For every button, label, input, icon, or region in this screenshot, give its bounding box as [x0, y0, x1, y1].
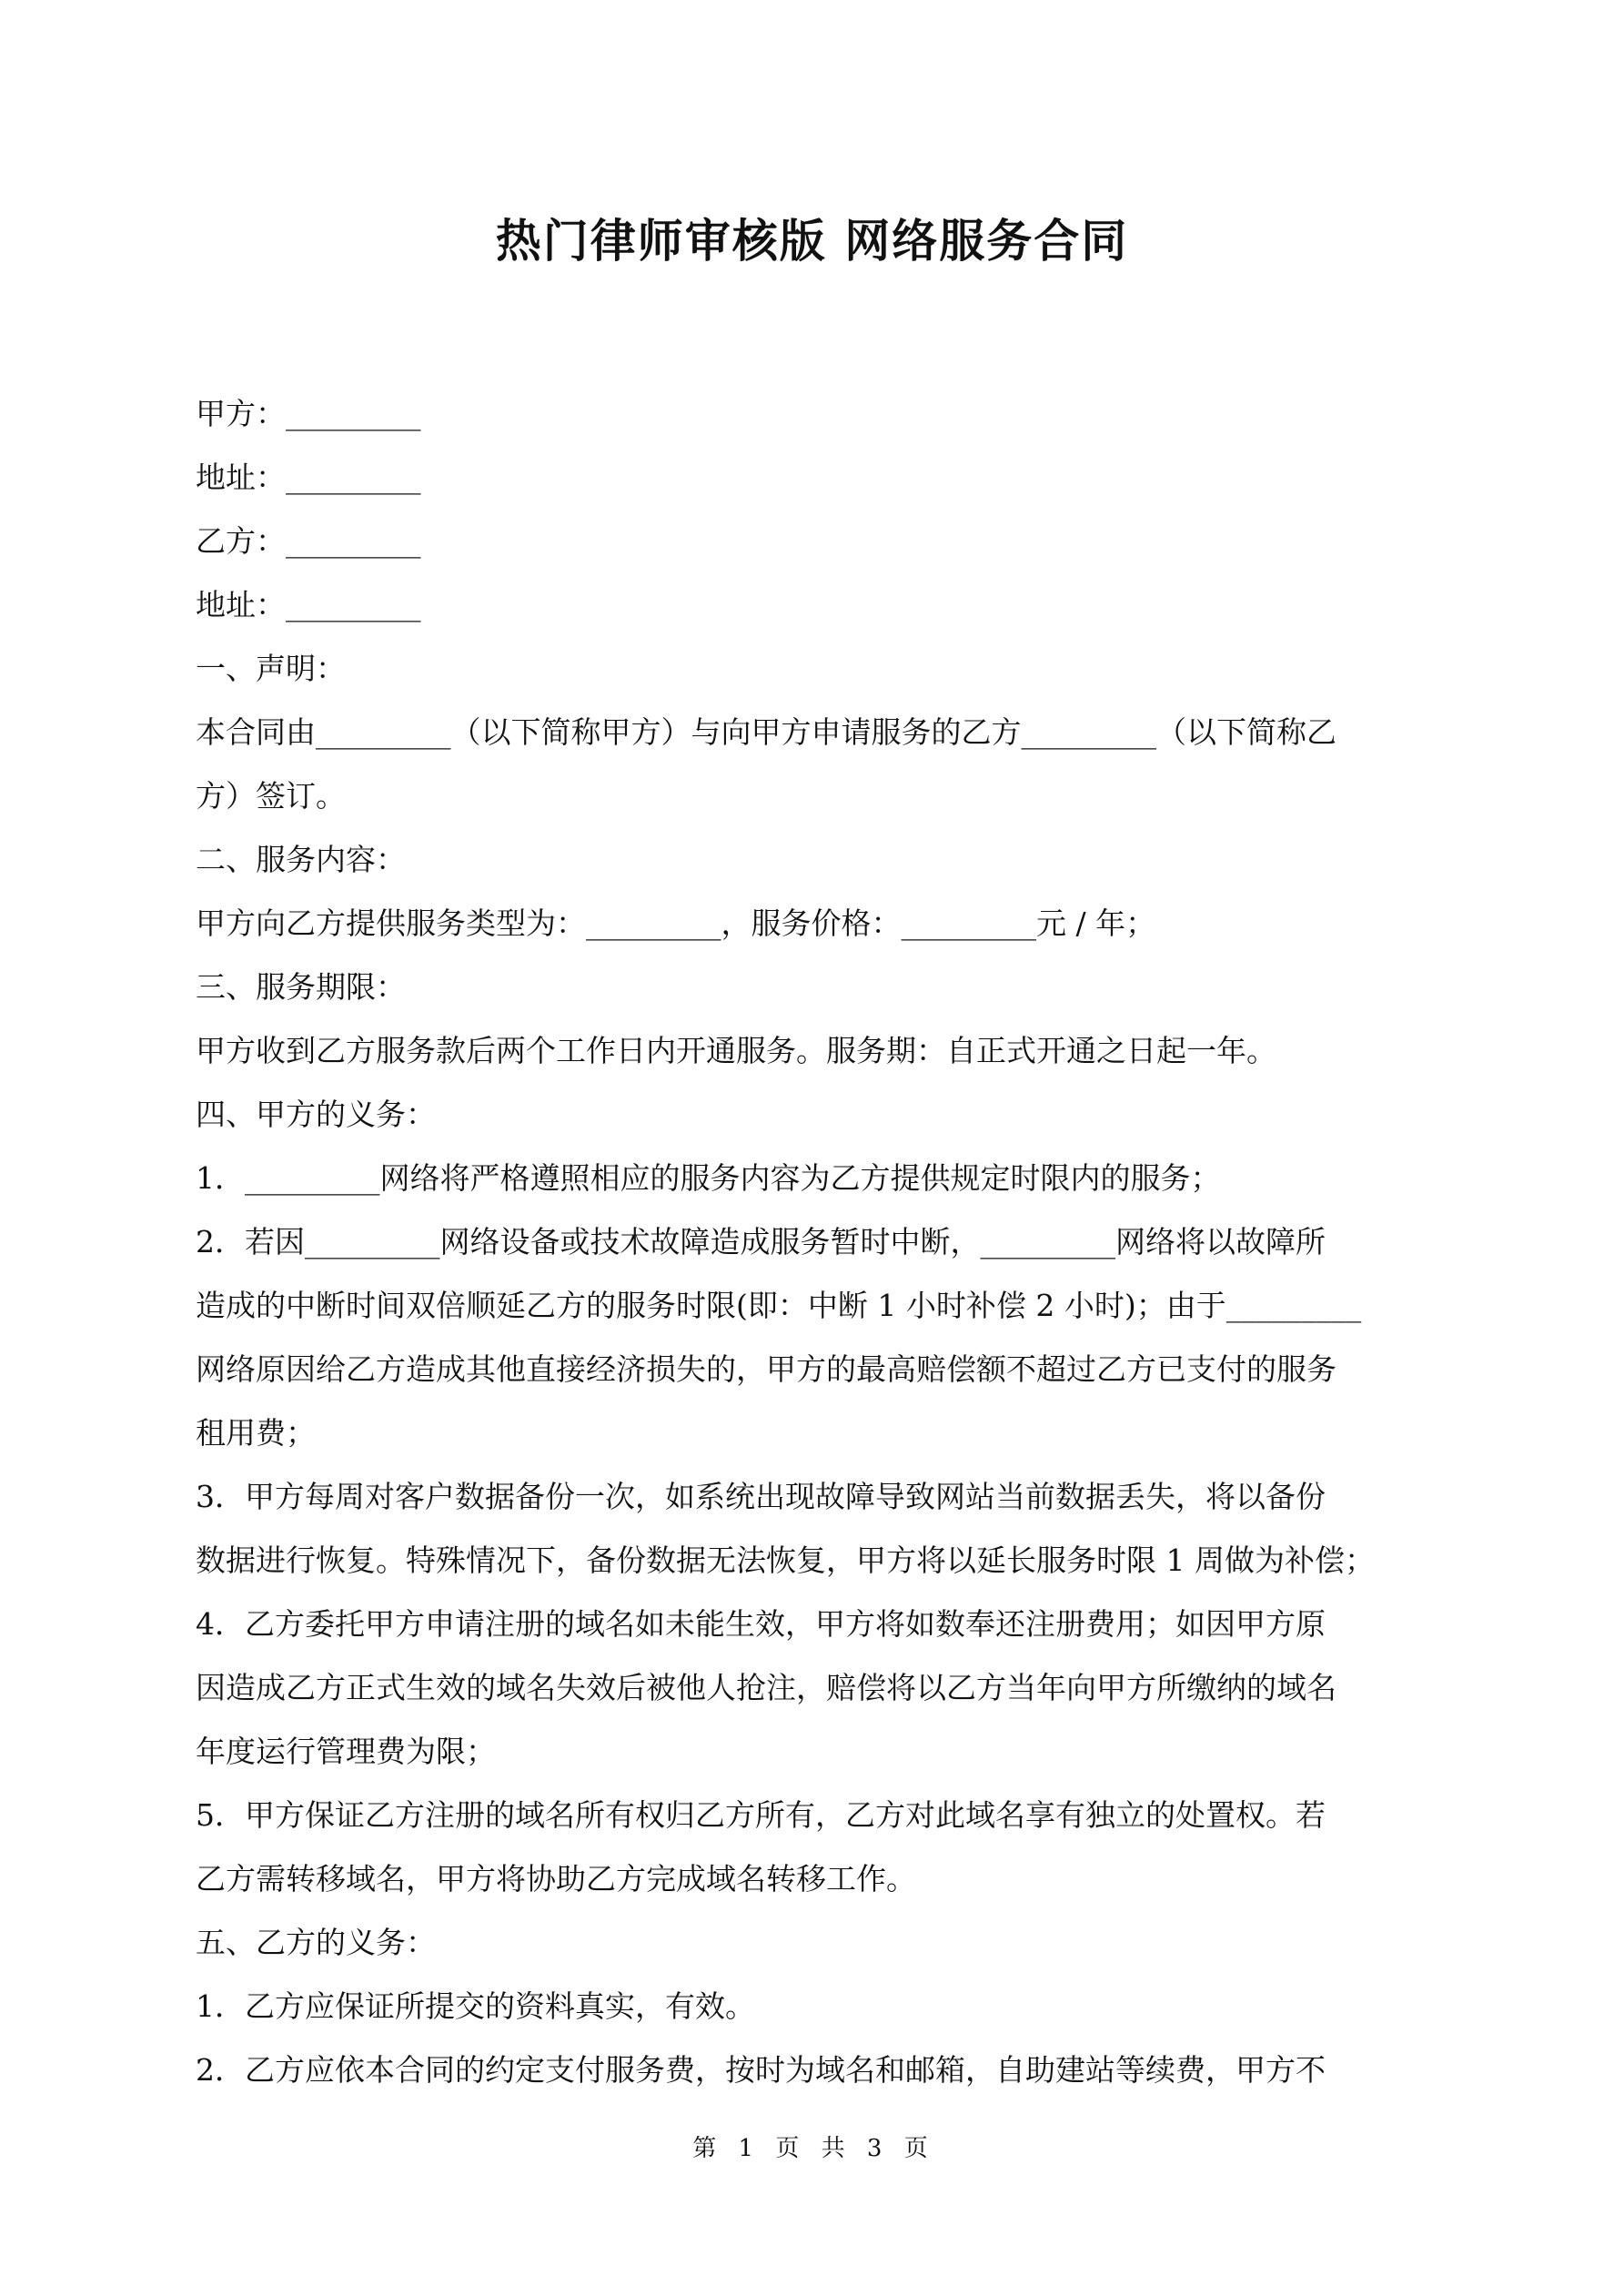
paragraph-line: 年度运行管理费为限； — [196, 1734, 496, 1769]
paragraph-line: 5．甲方保证乙方注册的域名所有权归乙方所有，乙方对此域名享有独立的处置权。若 — [196, 1797, 1326, 1833]
page-number-footer: 第 1 页 共 3 页 — [692, 2135, 932, 2162]
party-b-line: 乙方：_________ — [196, 523, 421, 559]
section-heading: 三、服务期限： — [196, 969, 406, 1005]
paragraph-line: 本合同由_________（以下简称甲方）与向甲方申请服务的乙方_________（以下简称乙 — [196, 714, 1337, 750]
paragraph-line: 造成的中断时间双倍顺延乙方的服务时限(即：中断 1 小时补偿 2 小时)；由于_________ — [196, 1288, 1362, 1323]
paragraph-line: 数据进行恢复。特殊情况下，备份数据无法恢复，甲方将以延长服务时限 1 周做为补偿； — [196, 1542, 1375, 1578]
paragraph-line: 租用费； — [196, 1415, 316, 1451]
document-body — [196, 382, 1442, 2102]
section-heading: 二、服务内容： — [196, 842, 406, 877]
paragraph-line: 1．乙方应保证所提交的资料真实，有效。 — [196, 1988, 755, 2024]
paragraph-line: 网络原因给乙方造成其他直接经济损失的，甲方的最高赔偿额不超过乙方已支付的服务 — [196, 1351, 1337, 1387]
paragraph-line: 方）签订。 — [196, 778, 346, 814]
party-b-address-line: 地址：_________ — [196, 587, 421, 622]
paragraph-line: 甲方收到乙方服务款后两个工作日内开通服务。服务期：自正式开通之日起一年。 — [196, 1033, 1276, 1068]
section-heading: 五、乙方的义务： — [196, 1925, 436, 1960]
paragraph-line: 1．_________网络将严格遵照相应的服务内容为乙方提供规定时限内的服务； — [196, 1160, 1221, 1196]
paragraph-line: 甲方向乙方提供服务类型为：_________，服务价格：_________元 / 年； — [196, 905, 1156, 941]
paragraph-line: 4．乙方委托甲方申请注册的域名如未能生效，甲方将如数奉还注册费用；如因甲方原 — [196, 1606, 1326, 1642]
paragraph-line: 3．甲方每周对客户数据备份一次，如系统出现故障导致网站当前数据丢失，将以备份 — [196, 1479, 1326, 1514]
party-a-line: 甲方：_________ — [196, 396, 421, 431]
section-heading: 四、甲方的义务： — [196, 1097, 436, 1132]
document-title: 热门律师审核版 网络服务合同 — [495, 215, 1129, 268]
paragraph-line: 2．乙方应依本合同的约定支付服务费，按时为域名和邮箱，自助建站等续费，甲方不 — [196, 2052, 1326, 2088]
section-heading: 一、声明： — [196, 651, 346, 686]
paragraph-line: 乙方需转移域名，甲方将协助乙方完成域名转移工作。 — [196, 1861, 916, 1896]
paragraph-line: 2．若因_________网络设备或技术故障造成服务暂时中断，_________网络将以故障所 — [196, 1224, 1326, 1259]
party-a-address-line: 地址：_________ — [196, 460, 421, 495]
paragraph-line: 因造成乙方正式生效的域名失效后被他人抢注，赔偿将以乙方当年向甲方所缴纳的域名 — [196, 1670, 1337, 1705]
